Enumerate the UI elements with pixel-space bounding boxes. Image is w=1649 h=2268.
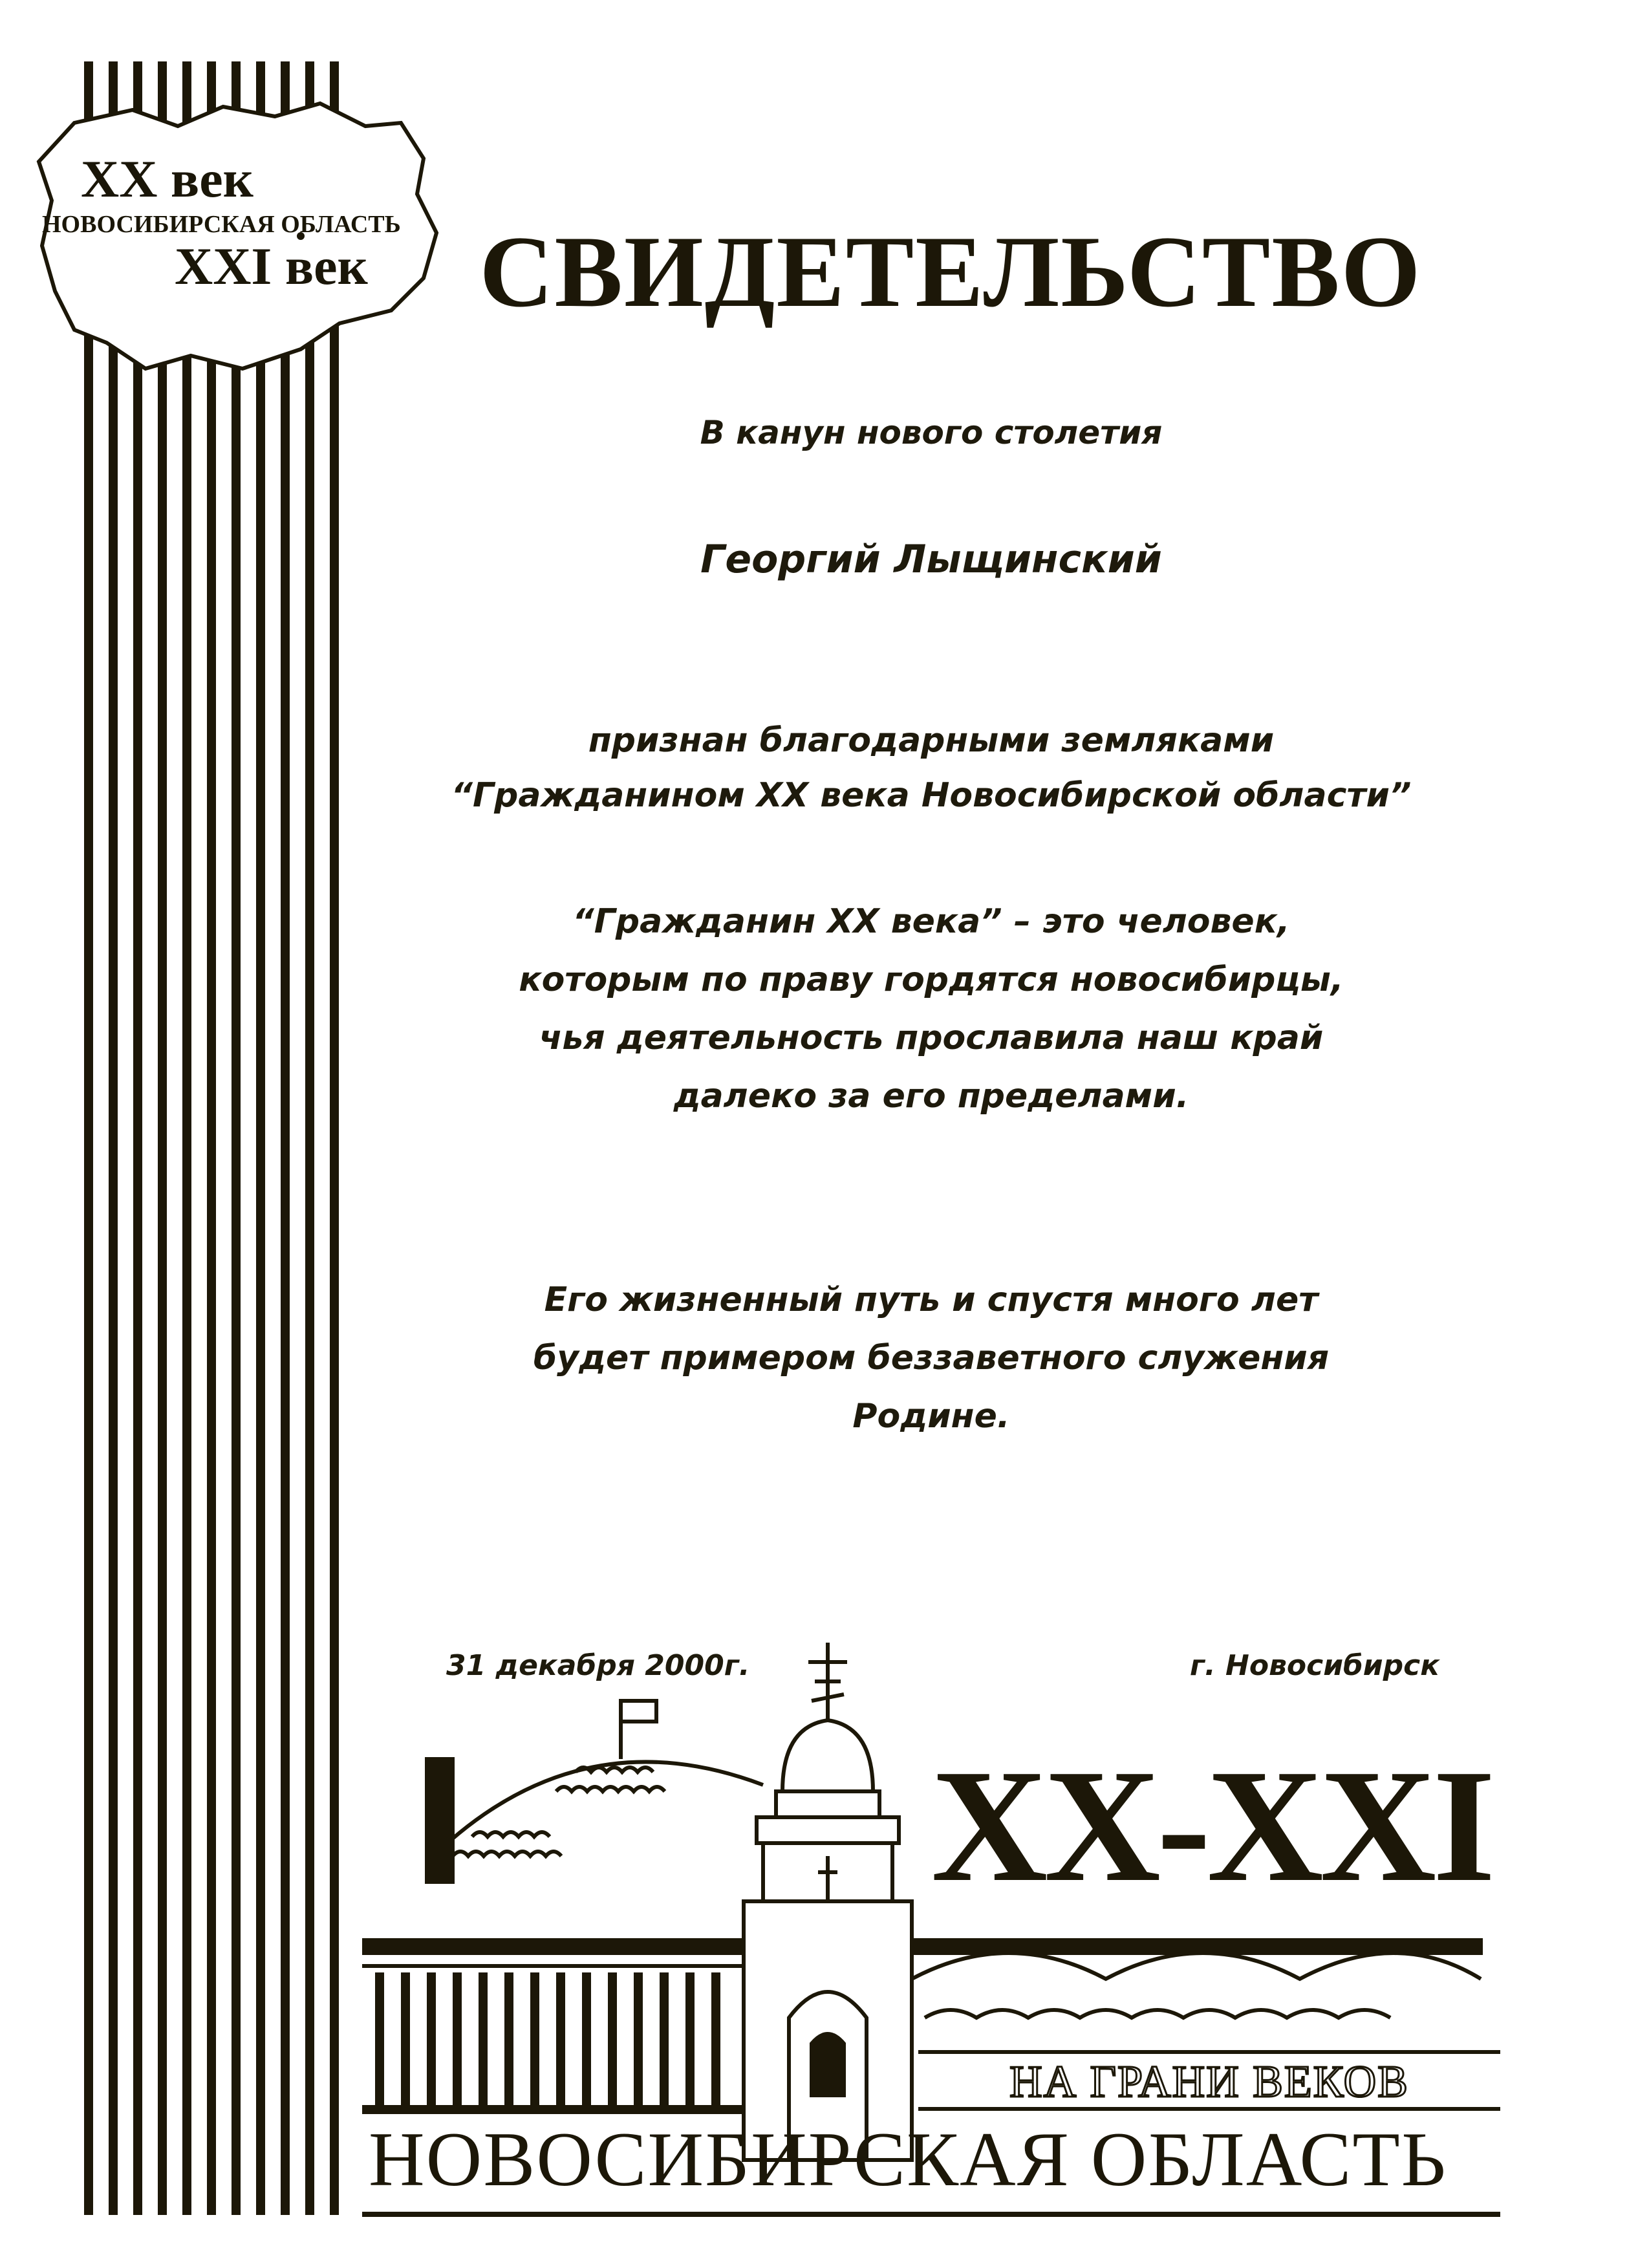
centuries-label: XX-XXI (931, 1736, 1492, 1916)
recognition-line-1: признан благодарными земляками (588, 721, 1275, 760)
region-name: НОВОСИБИРСКАЯ ОБЛАСТЬ (369, 2116, 1447, 2202)
page-title: СВИДЕТЕЛЬСТВО (479, 215, 1422, 329)
emblem-line-1: XX век (81, 149, 253, 208)
subtitle-banner (918, 2050, 1500, 2111)
closing-line-3: Родине. (852, 1397, 1010, 1436)
recognition-line-2: “Гражданином XX века Новосибирской области” (451, 776, 1412, 815)
issue-date: 31 декабря 2000г. (446, 1649, 750, 1682)
footer-logo (362, 1630, 1526, 2225)
definition-line-3: чья деятельность прославила наш край (539, 1019, 1324, 1057)
definition-line-2: которым по праву гордятся новосибирцы, (519, 960, 1344, 999)
definition-line-4: далеко за его пределами. (673, 1077, 1189, 1116)
emblem-line-3: XXI век (175, 237, 368, 296)
closing-line-2: будет примером беззаветного служения (533, 1339, 1330, 1377)
subtitle-text: НА ГРАНИ ВЕКОВ (1009, 2057, 1409, 2107)
issue-city: г. Новосибирск (1190, 1649, 1440, 1682)
recipient-name: Георгий Лыщинский (700, 537, 1162, 582)
definition-line-1: “Гражданин XX века” – это человек, (572, 902, 1290, 941)
intro-text: В канун нового столетия (700, 414, 1163, 451)
emblem-line-2: НОВОСИБИРСКАЯ ОБЛАСТЬ (42, 211, 401, 238)
region-emblem (29, 97, 443, 382)
closing-line-1: Его жизненный путь и спустя много лет (544, 1280, 1319, 1319)
